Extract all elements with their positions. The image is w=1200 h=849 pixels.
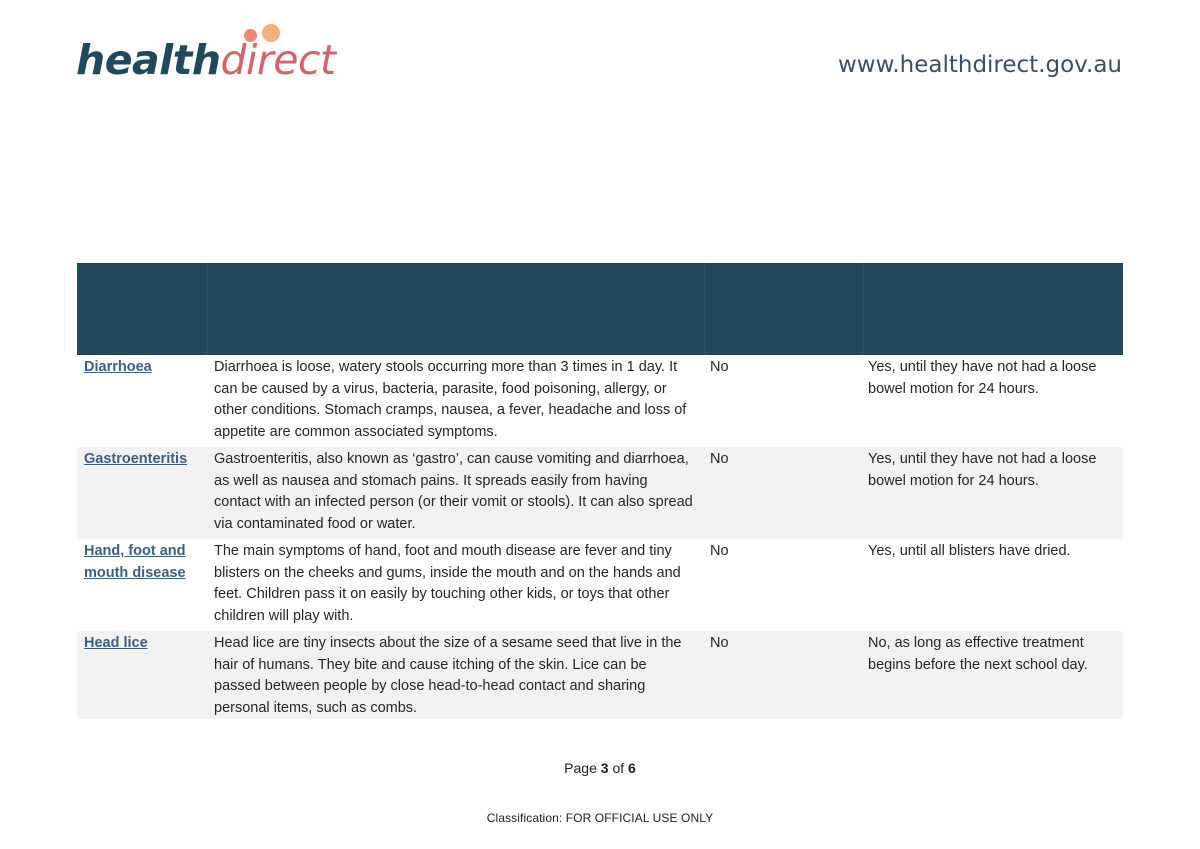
condition-cell xyxy=(77,631,207,719)
condition-cell xyxy=(77,447,207,539)
col4-cell: Yes, until they have not had a loose bowel motion for 24 hours. xyxy=(868,359,1097,397)
description-cell: Gastroenteritis, also known as ‘gastro’, can cause vomiting and diarrhoea, as well as nausea and stomach pains. It spreads easily from having contact with an infected person (or their vomit or stools). It can also spread via contaminated food or water. xyxy=(214,451,693,532)
header-cell-4 xyxy=(863,263,1123,355)
page-total: 6 xyxy=(628,760,636,776)
table-row xyxy=(77,539,1123,631)
condition-link-head-lice[interactable]: Head lice xyxy=(84,635,148,651)
header-cell-2 xyxy=(207,263,704,355)
description-cell: Head lice are tiny insects about the size of a sesame seed that live in the hair of humans. They bite and cause itching of the skin. Lice can be passed between people by close head-to-head contact and sharing personal items, such as combs. xyxy=(214,635,682,716)
logo-wordmark xyxy=(76,36,336,84)
page-current: 3 xyxy=(600,760,609,776)
col4-cell: Yes, until all blisters have dried. xyxy=(868,543,1071,559)
condition-link-gastroenteritis[interactable]: Gastroenteritis xyxy=(84,451,188,467)
col3-cell: No xyxy=(710,543,729,559)
classification-label: Classification: FOR OFFICIAL USE ONLY xyxy=(486,811,714,825)
col4-cell: No, as long as effective treatment begins before the next school day. xyxy=(868,635,1088,673)
table-row xyxy=(77,355,1123,447)
description-cell: The main symptoms of hand, foot and mouth disease are fever and tiny blisters on the cheeks and gums, inside the mouth and on the hands and feet. Children pass it on easily by touching other kids, or toys that other children will play with. xyxy=(214,543,681,624)
header-cell-3 xyxy=(704,263,863,355)
col3-cell: No xyxy=(710,359,729,375)
page-of: of xyxy=(612,760,625,776)
site-url[interactable]: www.healthdirect.gov.au xyxy=(838,52,1122,78)
condition-link-diarrhoea[interactable]: Diarrhoea xyxy=(84,359,152,375)
condition-cell xyxy=(77,539,207,631)
header-cell-1 xyxy=(77,263,207,355)
page-number xyxy=(0,760,1200,776)
col3-cell: No xyxy=(710,451,729,467)
page-label: Page xyxy=(564,760,597,776)
healthdirect-logo[interactable] xyxy=(76,22,336,88)
table-row xyxy=(77,447,1123,539)
conditions-table xyxy=(77,263,1123,719)
description-cell: Diarrhoea is loose, watery stools occurring more than 3 times in 1 day. It can be caused by a virus, bacteria, parasite, food poisoning, allergy, or other conditions. Stomach cramps, nausea, a fever, headache and loss of appetite are common associated symptoms. xyxy=(214,359,687,440)
logo-health: health xyxy=(76,36,221,84)
col4-cell: Yes, until they have not had a loose bowel motion for 24 hours. xyxy=(868,451,1097,489)
logo-direct: direct xyxy=(220,36,336,84)
col3-cell: No xyxy=(710,635,729,651)
table-header xyxy=(77,263,1123,355)
condition-cell xyxy=(77,355,207,447)
condition-link-hand-foot-mouth[interactable]: Hand, foot and mouth disease xyxy=(84,543,186,581)
table-row xyxy=(77,631,1123,719)
